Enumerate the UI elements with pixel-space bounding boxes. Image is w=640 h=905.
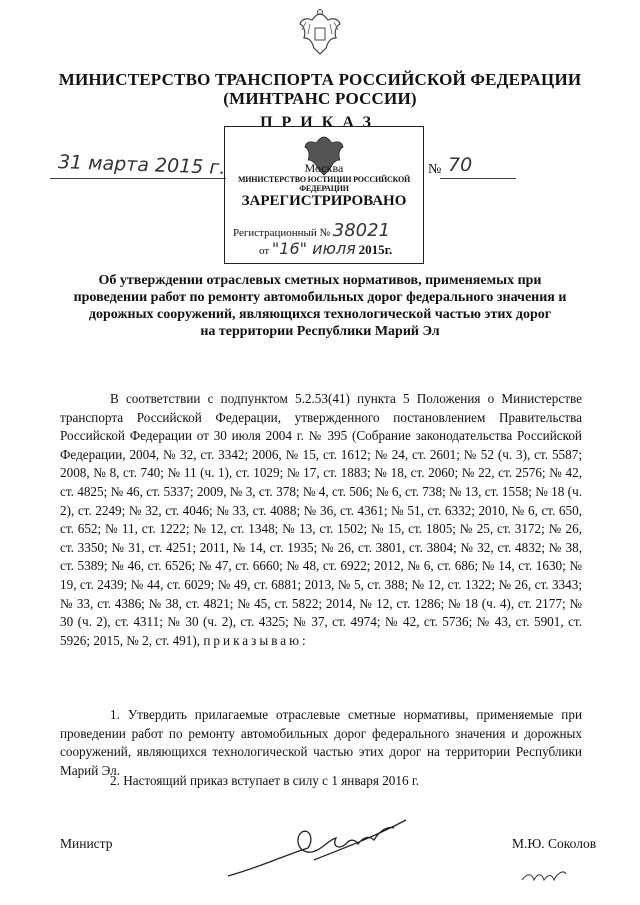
registration-date: "16" июля xyxy=(271,239,356,258)
order-title xyxy=(60,272,580,340)
title-line: на территории Республики Марий Эл xyxy=(200,324,440,339)
document-type-title: ПРИКАЗ xyxy=(260,114,380,131)
title-line: проведении работ по ремонту автомобильных дорог федерального значения и xyxy=(73,290,567,305)
stamp-city: Москва xyxy=(304,161,344,175)
preamble-paragraph xyxy=(60,390,582,650)
order-point-1: 1. Утвердить прилагаемые отраслевые сметные нормативы, применяемые при проведении работ по ремонту автомобильных дорог федерального значения и дорожных сооружений, являющихся технологической частью этих дорог на территории Республики Марий Эл. xyxy=(60,707,582,778)
handwritten-signature xyxy=(218,810,438,880)
stamp-registration-line xyxy=(233,220,390,241)
signatory-position: Министр xyxy=(60,836,113,851)
ministry-header xyxy=(40,70,600,108)
ministry-name: МИНИСТЕРСТВО ТРАНСПОРТА РОССИЙСКОЙ ФЕДЕРАЦИИ xyxy=(58,70,582,89)
date-underline xyxy=(50,178,226,179)
registration-label: Регистрационный № xyxy=(233,227,331,239)
number-underline xyxy=(440,178,516,179)
ministry-short-name: (МИНТРАНС РОССИИ) xyxy=(223,89,417,108)
order-number-sign: № xyxy=(428,162,442,177)
order-word: приказываю: xyxy=(203,632,309,648)
order-date-handwritten: 31 марта 2015 г. xyxy=(57,151,226,179)
title-line: Об утверждении отраслевых сметных нормативов, применяемых при xyxy=(98,273,542,288)
registration-number: 38021 xyxy=(332,220,391,241)
from-label: от xyxy=(259,245,270,257)
coat-of-arms-emblem xyxy=(298,8,342,58)
registration-stamp xyxy=(224,126,424,264)
stamp-registered: ЗАРЕГИСТРИРОВАНО xyxy=(241,193,407,209)
stamp-ministry: МИНИСТЕРСТВО ЮСТИЦИИ РОССИЙСКОЙ ФЕДЕРАЦИИ xyxy=(237,175,411,193)
title-line: дорожных сооружений, являющихся технологической частью этих дорог xyxy=(88,307,552,322)
registration-year: 2015г. xyxy=(358,242,393,257)
preamble-text: В соответствии с подпунктом 5.2.53(41) пункта 5 Положения о Министерстве транспорта Российской Федерации, утвержденного постановлением Правительства Российской Федерации от 30 июля 2004 г. № 395 (Собрание законодательства Российской Федерации, 2004, № 32, ст. 3342; 2006, № 15, ст. 1612; № 24, ст. 2601; № 52 (ч. 3), ст. 5587; 2008, № 8, ст. 740; № 11 (ч. 1), ст. 1029; № 17, ст. 1883; № 18, ст. 2060; № 22, ст. 2576; № 42, ст. 4825; № 46, ст. 5337; 2009, № 3, ст. 378; № 4, ст. 506; № 6, ст. 738; № 13, ст. 1558; № 18 (ч. 2), ст. 2249; № 32, ст. 4046; № 33, ст. 4088; № 36, ст. 4361; № 51, ст. 6332; 2010, № 6, ст. 650, ст. 652; № 11, ст. 1222; № 12, ст. 1348; № 13, ст. 1502; № 15, ст. 1805; № 25, ст. 3172; № 26, ст. 3350; № 31, ст. 4251; 2011, № 14, ст. 1935; № 26, ст. 3801, ст. 3804; № 32, ст. 4832; № 38, ст. 5389; № 46, ст. 6526; № 47, ст. 6660; № 48, ст. 6922; 2012, № 6, ст. 686; № 14, ст. 1630; № 19, ст. 2439; № 44, ст. 6029; № 49, ст. 6881; 2013, № 5, ст. 388; № 12, ст. 1322; № 26, ст. 3343; № 33, ст. 4386; № 38, ст. 4821; № 45, ст. 5822; 2014, № 12, ст. 1286; № 18 (ч. 4), ст. 2177; № 30 (ч. 2), ст. 4311; № 30 (ч. 2), ст. 4325; № 37, ст. 4974; № 42, ст. 5736; № 43, ст. 5901, ст. 5926; 2015, № 2, ст. 491), xyxy=(60,391,582,648)
signatory-name: М.Ю. Соколов xyxy=(512,836,597,851)
order-point-2: 2. Настоящий приказ вступает в силу с 1 января 2016 г. xyxy=(110,773,420,788)
stamp-date-line xyxy=(259,239,392,258)
handwritten-initials xyxy=(520,862,568,888)
order-number-handwritten: 70 xyxy=(448,154,473,176)
